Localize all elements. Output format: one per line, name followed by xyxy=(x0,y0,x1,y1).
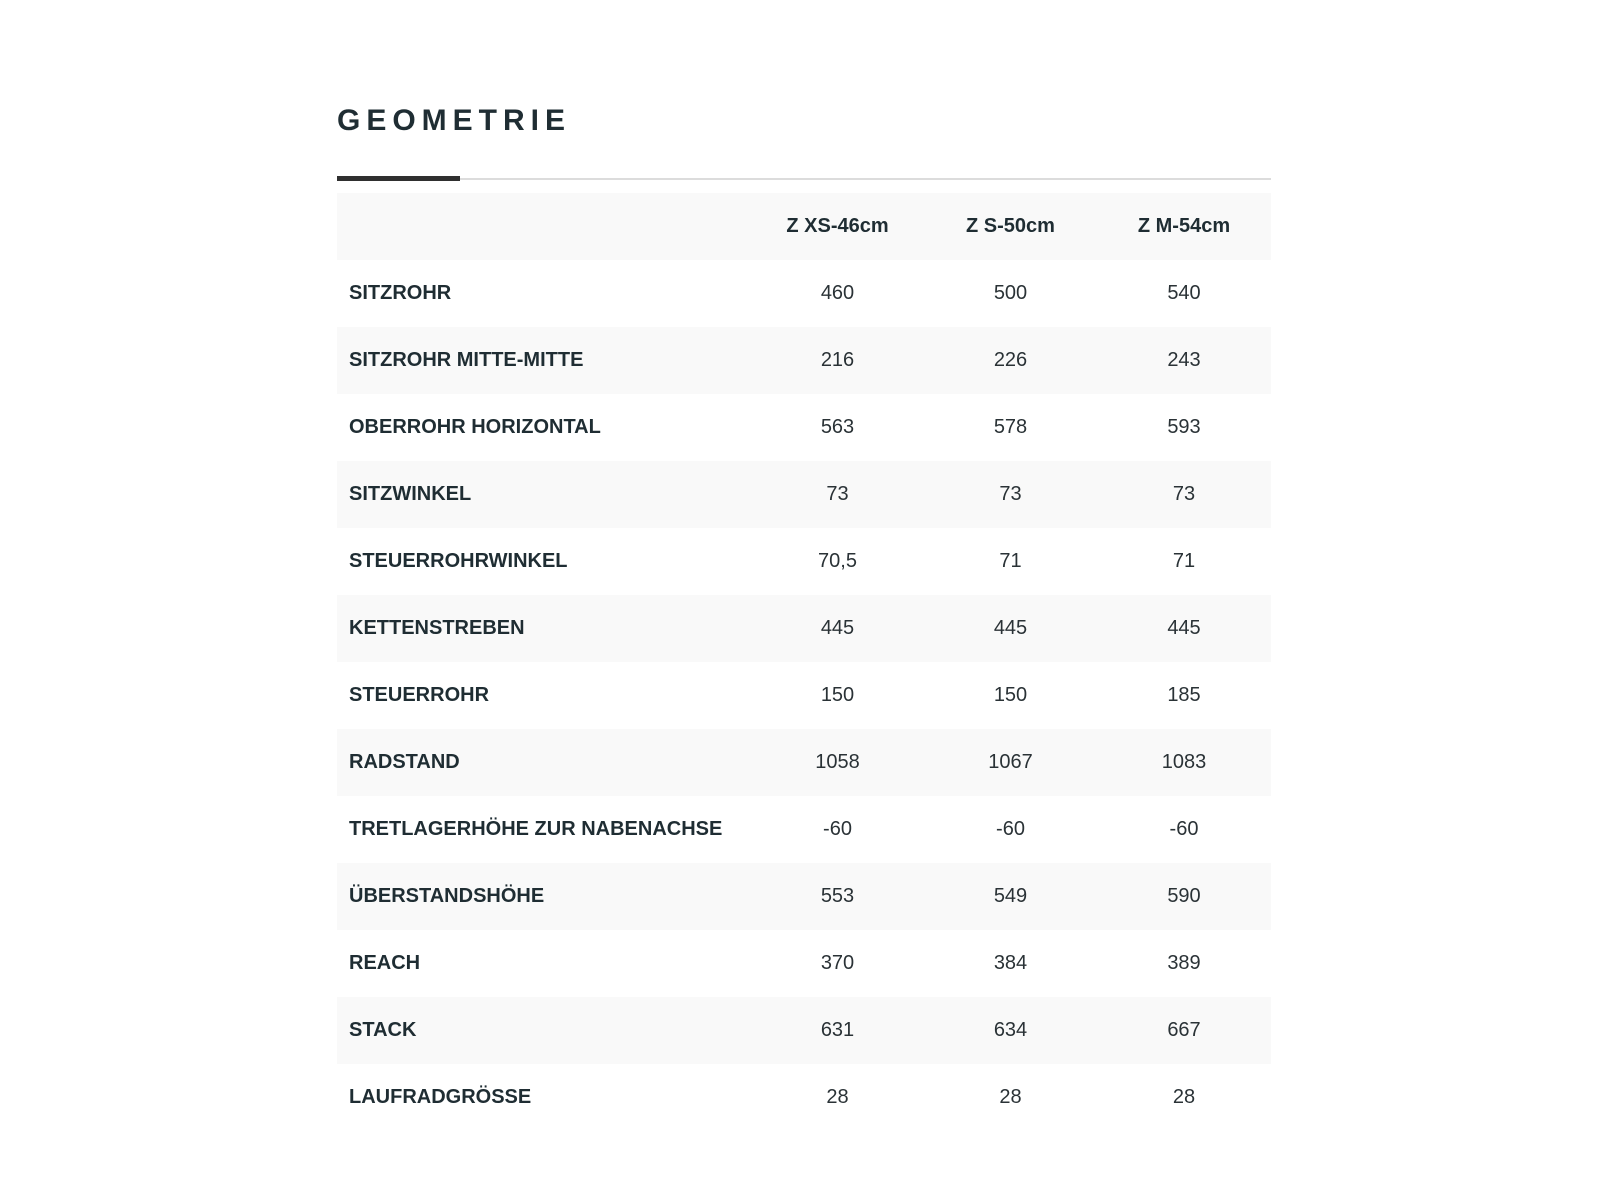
row-value: -60 xyxy=(924,796,1097,863)
table-row xyxy=(337,863,1271,930)
row-value: 667 xyxy=(1097,997,1271,1064)
table-row xyxy=(337,260,1271,327)
table-header-row xyxy=(337,193,1271,260)
section-title: GEOMETRIE xyxy=(337,104,572,137)
row-label: STEUERROHRWINKEL xyxy=(337,528,751,595)
row-value: 540 xyxy=(1097,260,1271,327)
row-value: 73 xyxy=(751,461,924,528)
row-label: SITZROHR xyxy=(337,260,751,327)
table-row xyxy=(337,327,1271,394)
row-value: 1083 xyxy=(1097,729,1271,796)
table-row xyxy=(337,796,1271,863)
row-value: 445 xyxy=(1097,595,1271,662)
row-value: 185 xyxy=(1097,662,1271,729)
row-value: 28 xyxy=(924,1064,1097,1131)
row-value: 150 xyxy=(751,662,924,729)
table-row xyxy=(337,1064,1271,1131)
table-row xyxy=(337,729,1271,796)
row-value: 370 xyxy=(751,930,924,997)
column-header: Z M-54cm xyxy=(1097,193,1271,260)
row-value: 563 xyxy=(751,394,924,461)
row-value: 70,5 xyxy=(751,528,924,595)
title-divider xyxy=(337,176,1271,181)
header-empty-cell xyxy=(337,193,751,260)
row-value: -60 xyxy=(1097,796,1271,863)
row-label: STACK xyxy=(337,997,751,1064)
row-value: 553 xyxy=(751,863,924,930)
row-label: TRETLAGERHÖHE ZUR NABENACHSE xyxy=(337,796,751,863)
row-value: 1067 xyxy=(924,729,1097,796)
row-value: 216 xyxy=(751,327,924,394)
row-value: 578 xyxy=(924,394,1097,461)
row-value: 460 xyxy=(751,260,924,327)
table-row xyxy=(337,528,1271,595)
table-row xyxy=(337,595,1271,662)
row-value: 150 xyxy=(924,662,1097,729)
row-value: 549 xyxy=(924,863,1097,930)
row-value: 71 xyxy=(924,528,1097,595)
row-value: 71 xyxy=(1097,528,1271,595)
row-label: SITZROHR MITTE-MITTE xyxy=(337,327,751,394)
column-header: Z XS-46cm xyxy=(751,193,924,260)
row-label: OBERROHR HORIZONTAL xyxy=(337,394,751,461)
row-value: 384 xyxy=(924,930,1097,997)
geometry-section xyxy=(337,98,1271,1131)
geometry-table xyxy=(337,193,1271,1131)
row-label: REACH xyxy=(337,930,751,997)
row-label: RADSTAND xyxy=(337,729,751,796)
row-value: 28 xyxy=(751,1064,924,1131)
divider-line xyxy=(337,178,1271,180)
row-label: KETTENSTREBEN xyxy=(337,595,751,662)
row-value: -60 xyxy=(751,796,924,863)
row-value: 1058 xyxy=(751,729,924,796)
row-label: STEUERROHR xyxy=(337,662,751,729)
row-value: 73 xyxy=(1097,461,1271,528)
row-value: 445 xyxy=(924,595,1097,662)
row-value: 389 xyxy=(1097,930,1271,997)
row-value: 445 xyxy=(751,595,924,662)
divider-accent-bar xyxy=(337,176,460,181)
row-value: 28 xyxy=(1097,1064,1271,1131)
row-value: 634 xyxy=(924,997,1097,1064)
row-label: ÜBERSTANDSHÖHE xyxy=(337,863,751,930)
row-value: 73 xyxy=(924,461,1097,528)
row-value: 226 xyxy=(924,327,1097,394)
row-value: 593 xyxy=(1097,394,1271,461)
row-value: 243 xyxy=(1097,327,1271,394)
row-value: 631 xyxy=(751,997,924,1064)
row-label: LAUFRADGRÖSSE xyxy=(337,1064,751,1131)
row-value: 590 xyxy=(1097,863,1271,930)
row-label: SITZWINKEL xyxy=(337,461,751,528)
table-row xyxy=(337,461,1271,528)
table-row xyxy=(337,997,1271,1064)
table-row xyxy=(337,394,1271,461)
table-row xyxy=(337,662,1271,729)
table-row xyxy=(337,930,1271,997)
column-header: Z S-50cm xyxy=(924,193,1097,260)
row-value: 500 xyxy=(924,260,1097,327)
